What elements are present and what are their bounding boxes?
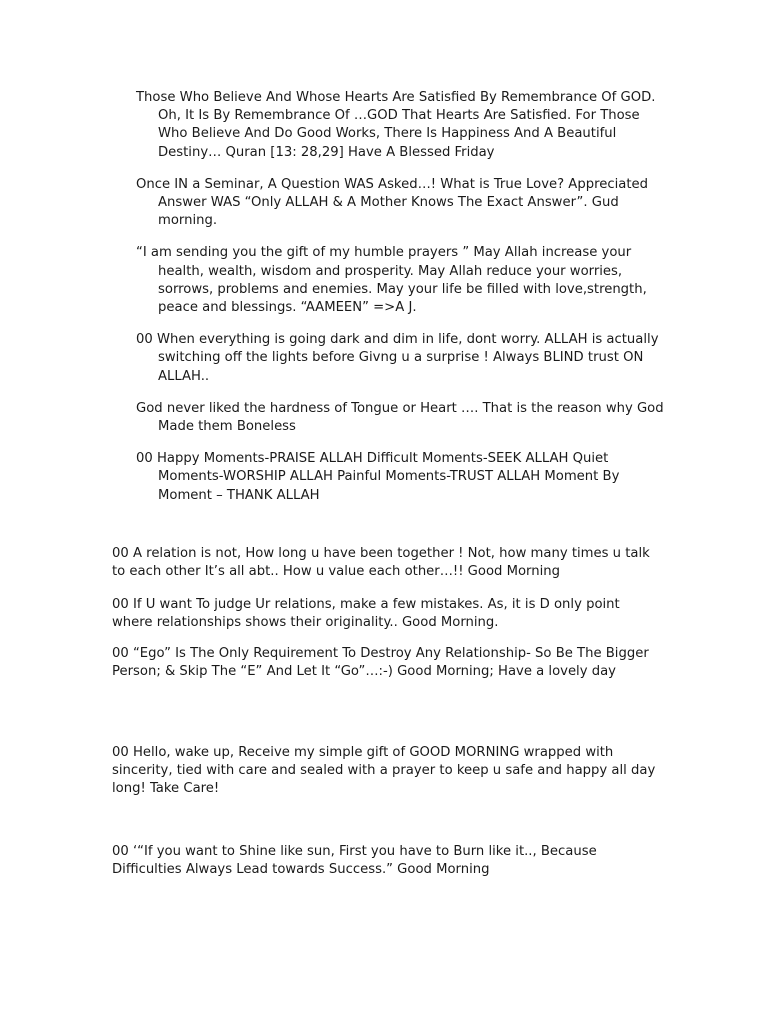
message-paragraph-quran: Those Who Believe And Whose Hearts Are Satisfied By Remembrance Of GOD. Oh, It Is By Remembrance Of …GOD That Hearts Are Satisfied. For Those Who Believe And Do Good Works, There Is Happiness And A Beautiful Destiny… Quran [13: 28,29] Have A Blessed Friday	[136, 90, 656, 160]
flat-message-relation	[112, 545, 660, 581]
message-paragraph-judge: 00 If U want To judge Ur relations, make a few mistakes. As, it is D only point where relationships shows their originality.. Good Morning.	[112, 597, 620, 631]
flat-message-ego	[112, 645, 660, 681]
flat-message-wake-up	[112, 744, 660, 799]
message-paragraph-wake-up: 00 Hello, wake up, Receive my simple gift of GOOD MORNING wrapped with sincerity, tied with care and sealed with a prayer to keep u safe and happy all day long! Take Care!	[112, 745, 656, 797]
message-paragraph-relation: 00 A relation is not, How long u have been together ! Not, how many times u talk to each other It’s all abt.. How u value each other…!! Good Morning	[112, 546, 650, 580]
message-paragraph-prayers: “I am sending you the gift of my humble prayers ” May Allah increase your health, wealth, wisdom and prosperity. May Allah reduce your worries, sorrows, problems and enemies. May your life be filled with love,strength, peace and blessings. “AAMEEN” =>A J.	[136, 245, 647, 316]
message-paragraph-shine: 00 ‘“If you want to Shine like sun, First you have to Burn like it.., Because Difficulties Always Lead towards Success.” Good Morning	[112, 844, 597, 878]
flat-message-judge	[112, 596, 660, 632]
message-paragraph-true-love: Once IN a Seminar, A Question WAS Asked…! What is True Love? Appreciated Answer WAS “Only ALLAH & A Mother Knows The Exact Answer”. Gud morning.	[136, 176, 648, 229]
message-paragraph-moments: 00 Happy Moments-PRAISE ALLAH Difficult Moments-SEEK ALLAH Quiet Moments-WORSHIP ALLAH Painful Moments-TRUST ALLAH Moment By Moment – THANK ALLAH	[136, 451, 620, 503]
message-paragraph-ego: 00 “Ego” Is The Only Requirement To Destroy Any Relationship- So Be The Bigger Person; & Skip The “E” And Let It “Go”…:-) Good Morning; Have a lovely day	[112, 646, 649, 680]
indented-messages-section	[136, 89, 666, 519]
message-paragraph-surprise: 00 When everything is going dark and dim in life, dont worry. ALLAH is actually switching off the lights before Givng u a surprise ! Always BLIND trust ON ALLAH..	[136, 332, 659, 384]
message-paragraph-boneless: God never liked the hardness of Tongue or Heart …. That is the reason why God Made them Boneless	[136, 400, 664, 435]
flat-message-shine	[112, 843, 660, 879]
